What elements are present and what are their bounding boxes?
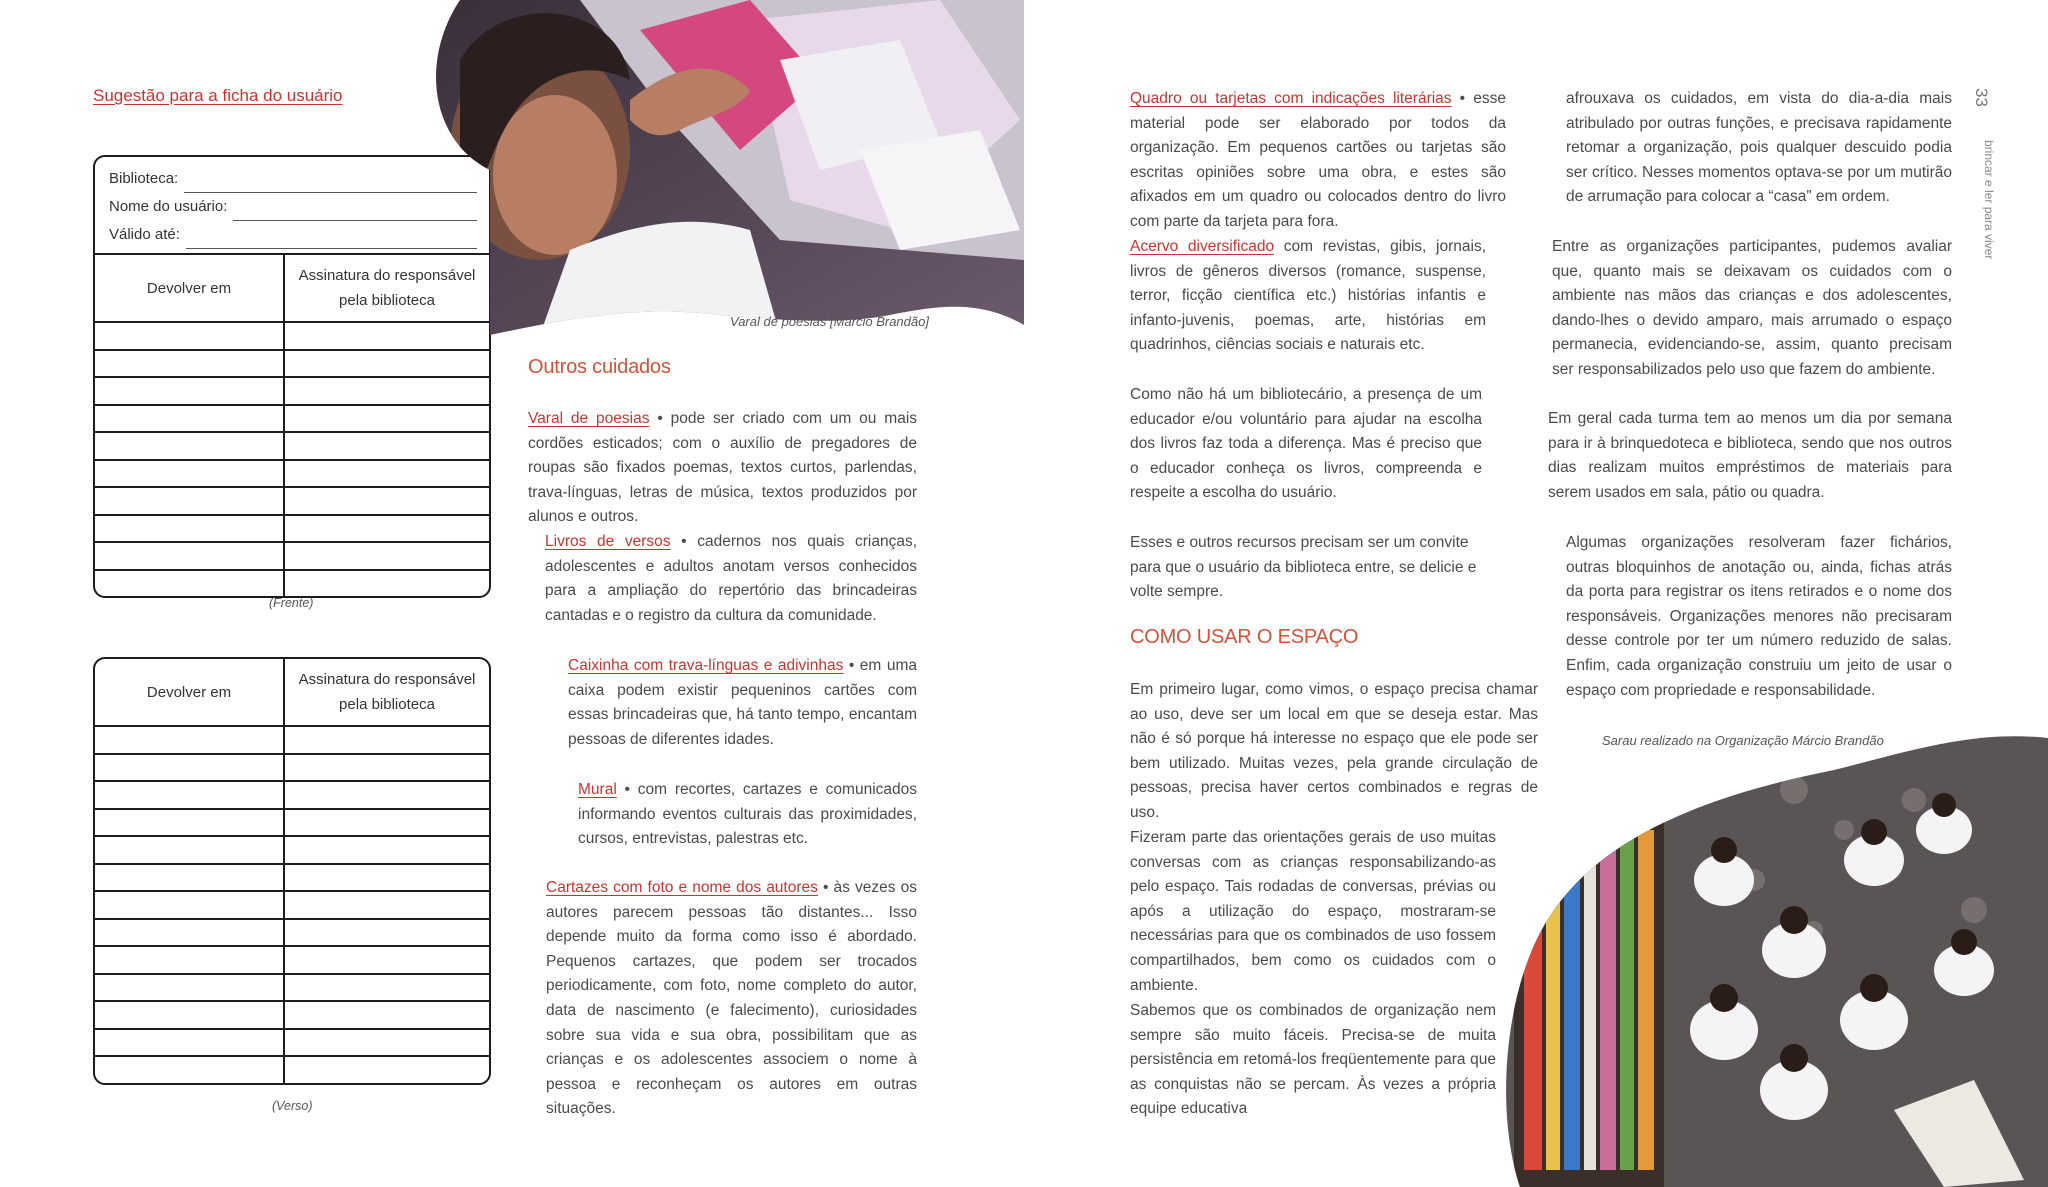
form-row (95, 432, 489, 460)
form-row (95, 836, 489, 864)
signature-cell (284, 322, 489, 350)
return-date-cell (95, 809, 284, 837)
return-date-cell (95, 836, 284, 864)
signature-cell (284, 781, 489, 809)
form-row (95, 377, 489, 405)
return-date-cell (95, 1001, 284, 1029)
return-date-cell (95, 542, 284, 570)
paragraph-cartazes: Cartazes com foto e nome dos autores • às vezes os autores parecem pessoas tão distantes... Isso depende muito da forma como isso é abordado. Pequenos cartazes, que podem ser trocados periodicamente, com foto, nome completo do autor, data de nascimento (e falecimento), curiosidades sobre sua vida e sua obra, possibilitam que as crianças e os adolescentes associem o nome à pessoa e reconheçam os autores em outras situações. (546, 879, 917, 1118)
section-heading-outros-cuidados: Outros cuidados (528, 356, 671, 378)
column-header-return: Devolver em (95, 254, 284, 322)
term-acervo: Acervo diversificado (1130, 238, 1275, 255)
paragraph-varal: Varal de poesias • pode ser criado com um ou mais cordões esticados; com o auxílio de pregadores de roupas são fixados poemas, textos curtos, parlendas, trava-línguas, letras de música, textos produzidos por alunos e outros. (528, 410, 918, 526)
return-date-cell (95, 570, 284, 597)
back-return-table (95, 659, 489, 1083)
form-row (95, 919, 489, 947)
running-title: brincar e ler para viver (1982, 140, 1996, 260)
signature-cell (284, 515, 489, 543)
paragraph-orientacoes: Fizeram parte das orientações gerais de uso muitas conversas com as crianças responsabilizando-as pelo espaço. Tais rodadas de conversas, prévias ou após a utilização do espaço, mostraram-se necessárias para que os combinados de uso fossem compartilhados, bem como os cuidados com o ambiente. (1130, 829, 1496, 994)
return-date-cell (95, 350, 284, 378)
signature-cell (284, 754, 489, 782)
signature-cell (284, 1056, 489, 1083)
ficha-title: Sugestão para a ficha do usuário (93, 86, 343, 105)
photo-girl-writing-illustration (420, 0, 1024, 335)
paragraph-mural: Mural • com recortes, cartazes e comunicados informando eventos culturais das proximidades, cursos, entrevistas, palestras etc. (578, 781, 917, 848)
form-row (95, 350, 489, 378)
paragraph-livros: Livros de versos • cadernos nos quais crianças, adolescentes e adultos anotam versos conhecidos para a ampliação do repertório das brincadeiras cantadas e o registro da cultura da comunidade. (545, 533, 917, 624)
signature-cell (284, 377, 489, 405)
paragraph-combinados: Sabemos que os combinados de organização nem sempre são muito fáceis. Precisa-se de muita persistência em retomá-los freqüentemente para que as conquistas não se percam. Às vezes a própria equipe educativa (1130, 1002, 1496, 1118)
signature-cell (284, 350, 489, 378)
paragraph-convite: Esses e outros recursos precisam ser um convite para que o usuário da biblioteca entre, se delicie e volte sempre. (1130, 534, 1477, 601)
photo-sarau-children (1494, 730, 2048, 1187)
photo-sarau-illustration (1494, 730, 2048, 1187)
return-date-cell (95, 1029, 284, 1057)
signature-cell (284, 460, 489, 488)
form-row (95, 864, 489, 892)
return-date-cell (95, 946, 284, 974)
return-date-cell (95, 919, 284, 947)
form-row (95, 1001, 489, 1029)
signature-cell (284, 570, 489, 597)
form-row (95, 460, 489, 488)
form-row (95, 322, 489, 350)
signature-cell (284, 542, 489, 570)
photo-top-caption: Varal de poesias [Márcio Brandão] (730, 314, 929, 329)
return-date-cell (95, 726, 284, 754)
term-varal: Varal de poesias (528, 410, 650, 427)
return-date-cell (95, 377, 284, 405)
signature-cell (284, 487, 489, 515)
user-card-back (93, 657, 491, 1085)
form-row (95, 974, 489, 1002)
return-date-cell (95, 891, 284, 919)
return-date-cell (95, 432, 284, 460)
signature-cell (284, 1001, 489, 1029)
form-row (95, 542, 489, 570)
signature-cell (284, 836, 489, 864)
column-header-signature: Assinatura do responsável pela biblioteca (284, 254, 489, 322)
paragraph-turma: Em geral cada turma tem ao menos um dia por semana para ir à brinquedoteca e biblioteca, sendo que nos outros dias realizam muitos empréstimos de materiais para serem usados em sala, pátio ou quadra. (1548, 410, 1952, 501)
return-date-cell (95, 405, 284, 433)
paragraph-caixinha: Caixinha com trava-línguas e adivinhas • em uma caixa podem existir pequeninos cartões com essas brincadeiras que, há tanto tempo, encantam pessoas de diferentes idades. (568, 657, 918, 748)
form-row (95, 946, 489, 974)
term-mural: Mural (578, 781, 617, 798)
field-user-name: Nome do usuário: (109, 193, 477, 221)
term-cartazes: Cartazes com foto e nome dos autores (546, 879, 818, 896)
term-caixinha: Caixinha com trava-línguas e adivinhas (568, 657, 844, 674)
return-date-cell (95, 781, 284, 809)
form-row (95, 891, 489, 919)
signature-cell (284, 974, 489, 1002)
signature-cell (284, 1029, 489, 1057)
paragraph-afrouxava: afrouxava os cuidados, em vista do dia-a-dia mais atribulado por outras funções, e precisava rapidamente retomar a organização, pois qualquer descuido podia ser crítico. Nesses momentos optava-se por um mutirão de arrumação para colocar a “casa” em ordem. (1566, 90, 1952, 206)
return-date-cell (95, 460, 284, 488)
column-header-signature: Assinatura do responsável pela biblioteca (284, 659, 489, 726)
signature-cell (284, 726, 489, 754)
signature-cell (284, 946, 489, 974)
return-date-cell (95, 864, 284, 892)
form-row (95, 405, 489, 433)
signature-cell (284, 891, 489, 919)
photo-girl-writing (420, 0, 1024, 335)
form-row (95, 809, 489, 837)
field-library: Biblioteca: (109, 165, 477, 193)
form-row (95, 726, 489, 754)
signature-cell (284, 809, 489, 837)
front-return-table (95, 253, 489, 596)
term-livros: Livros de versos (545, 533, 671, 550)
paragraph-organizacoes-participantes: Entre as organizações participantes, pudemos avaliar que, quanto mais se deixavam os cuidados com o ambiente nas mãos das crianças e dos adolescentes, dando-lhes o devido amparo, mais arrumado o espaço permanecia, evidenciando-se, assim, quanto precisam ser responsabilizados pelo uso que fazem do ambiente. (1552, 238, 1952, 378)
form-row (95, 754, 489, 782)
signature-cell (284, 432, 489, 460)
paragraph-acervo: Acervo diversificado com revistas, gibis, jornais, livros de gêneros diversos (romance, suspense, terror, ficção científica etc.) histórias infantis e infanto-juvenis, poemas, arte, histórias em quadrinhos, ciências sociais e naturais etc. (1130, 238, 1486, 354)
signature-cell (284, 864, 489, 892)
signature-cell (284, 405, 489, 433)
return-date-cell (95, 1056, 284, 1083)
return-date-cell (95, 487, 284, 515)
signature-cell (284, 919, 489, 947)
form-row (95, 487, 489, 515)
term-quadro: Quadro ou tarjetas com indicações literárias (1130, 90, 1452, 107)
column-header-return: Devolver em (146, 683, 232, 701)
paragraph-bibliotecario: Como não há um bibliotecário, a presença de um educador e/ou voluntário para ajudar na escolha dos livros faz toda a diferença. Mas é preciso que o educador conheça os livros, compreenda e respeite a escolha do usuário. (1130, 386, 1482, 502)
page-number: 33 (1972, 88, 1991, 107)
paragraph-quadro: Quadro ou tarjetas com indicações literárias • esse material pode ser elaborado por todos da organização. Em pequenos cartões ou tarjetas são escritas opiniões sobre uma obra, e estes são afixados em um quadro ou colocados dentro do livro com parte da tarjeta para fora. (1130, 90, 1506, 230)
photo-bottom-caption: Sarau realizado na Organização Márcio Brandão (1602, 733, 1884, 748)
front-label: (Frente) (269, 596, 314, 610)
paragraph-fichas: Algumas organizações resolveram fazer fichários, outras bloquinhos de anotação ou, ainda, fichas atrás da porta para registrar os itens retirados e o nome dos responsáveis. Organizações menores não precisaram desse controle por ter um número reduzido de salas. Enfim, cada organização construiu um jeito de usar o espaço com propriedade e responsabilidade. (1566, 534, 1952, 699)
form-row (95, 1029, 489, 1057)
return-date-cell (95, 515, 284, 543)
back-label: (Verso) (272, 1099, 313, 1113)
paragraph-primeiro-lugar: Em primeiro lugar, como vimos, o espaço precisa chamar ao uso, deve ser um local em que se deseja estar. Mas não é só porque há interesse no espaço que ele pode ser bem utilizado. Muitas vezes, pela grande circulação de pessoas, precisa haver certos combinados e regras de uso. (1130, 681, 1538, 821)
form-row (95, 515, 489, 543)
user-card-front (93, 155, 491, 598)
return-date-cell (95, 974, 284, 1002)
section-heading-como-usar: COMO USAR O ESPAÇO (1130, 626, 1359, 648)
return-date-cell (95, 754, 284, 782)
return-date-cell (95, 322, 284, 350)
form-row (95, 781, 489, 809)
form-row (95, 570, 489, 597)
field-valid-until: Válido até: (109, 221, 477, 249)
form-row (95, 1056, 489, 1083)
